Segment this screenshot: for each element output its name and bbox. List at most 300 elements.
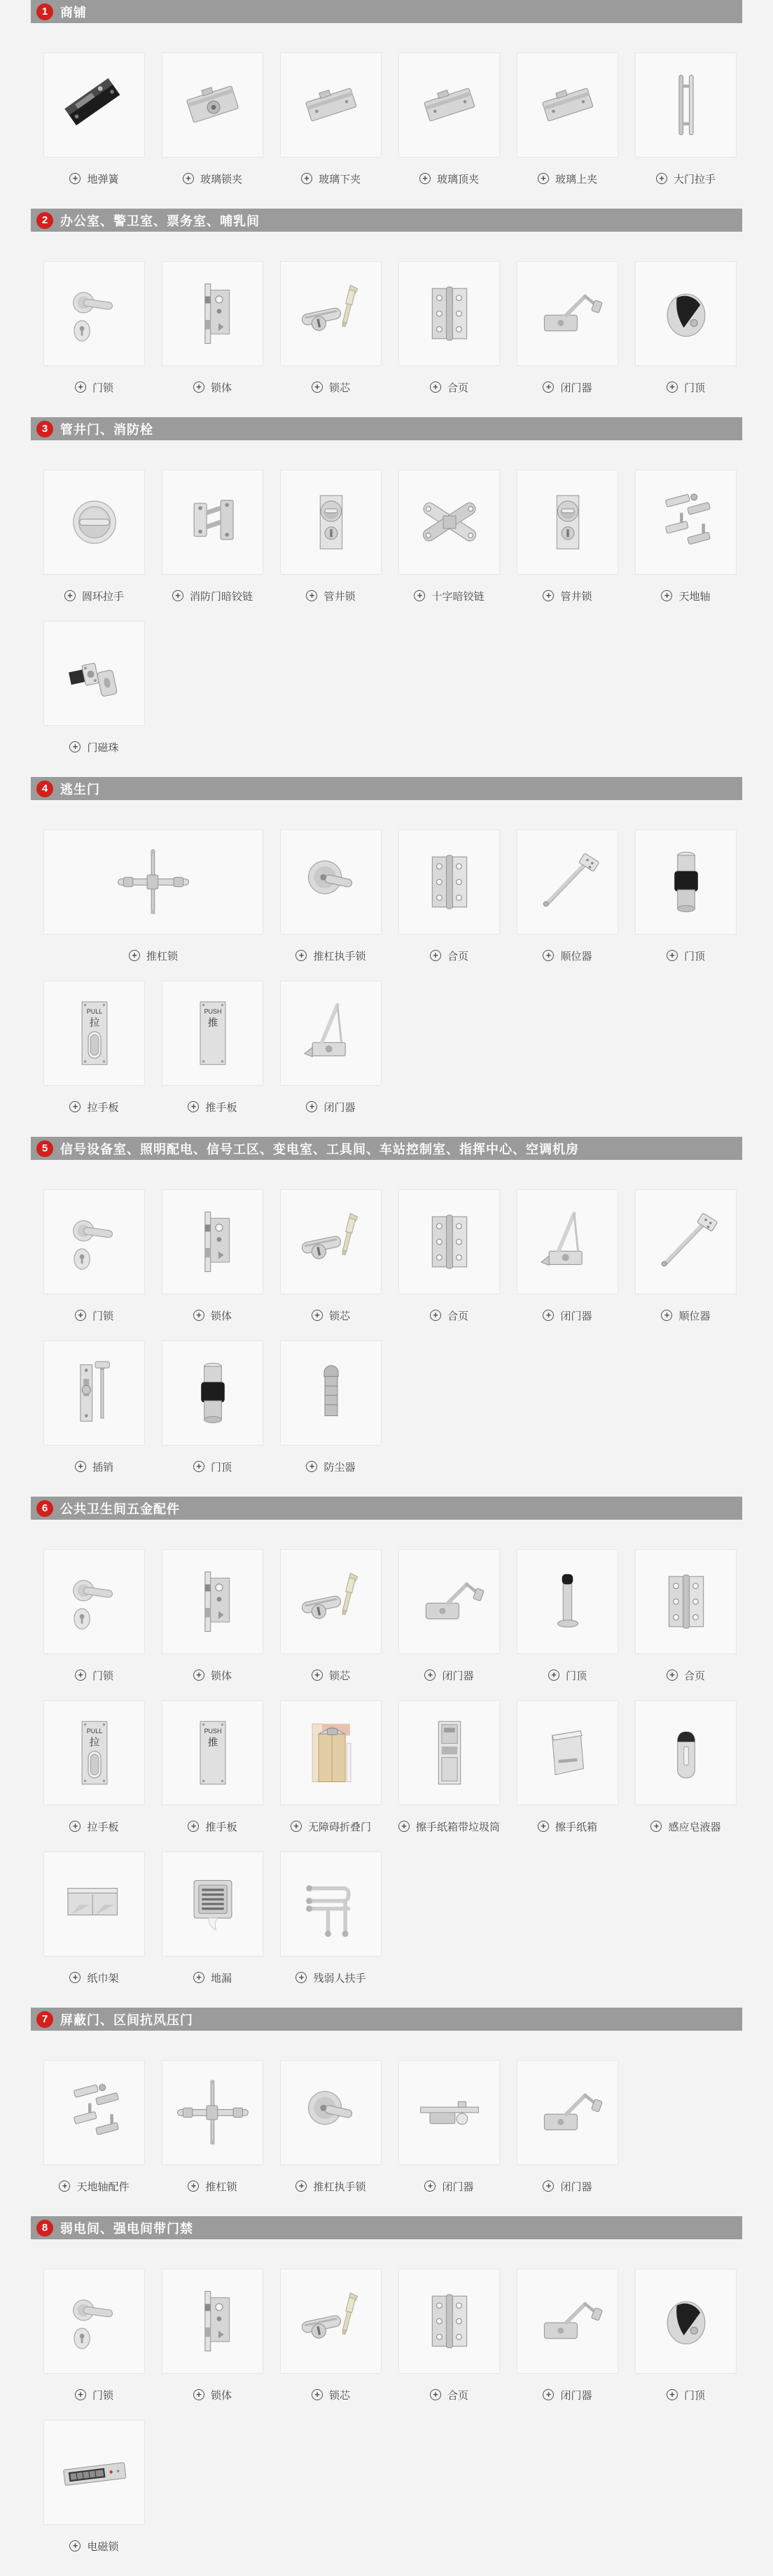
product-card[interactable] — [43, 470, 145, 575]
section-title: 逃生门 — [60, 782, 100, 797]
product-cell — [280, 470, 382, 603]
product-image — [292, 1354, 370, 1432]
product-card[interactable] — [398, 52, 500, 158]
cylinder-stop-icon — [647, 843, 725, 921]
product-label[interactable] — [43, 589, 145, 603]
product-image — [174, 2282, 252, 2360]
product-card[interactable] — [162, 1189, 263, 1294]
product-label[interactable] — [517, 2388, 618, 2402]
product-card[interactable] — [517, 52, 618, 158]
product-card[interactable] — [280, 1549, 382, 1654]
product-label[interactable] — [280, 172, 382, 186]
glass-clamp-icon — [529, 66, 607, 144]
product-label-text: 闭门器 — [560, 1310, 592, 1322]
product-card[interactable] — [162, 1851, 263, 1956]
product-label-text: 合页 — [447, 2389, 468, 2402]
ball-catch-icon — [55, 634, 134, 713]
product-label[interactable] — [398, 948, 500, 962]
product-row — [43, 1189, 773, 1322]
product-cell — [162, 52, 263, 186]
plus-icon: + — [188, 1101, 199, 1112]
product-label-text: 门顶 — [683, 950, 705, 962]
product-label[interactable] — [162, 1308, 263, 1322]
product-label[interactable] — [162, 1100, 263, 1114]
product-cell — [162, 1549, 263, 1682]
product-cell — [280, 2060, 382, 2193]
product-card[interactable] — [398, 2269, 500, 2374]
product-cell — [162, 981, 263, 1114]
product-label-text: 合页 — [447, 382, 468, 394]
product-image — [55, 483, 134, 561]
product-card[interactable] — [635, 1189, 737, 1294]
product-cell — [517, 52, 618, 186]
product-label[interactable] — [280, 380, 382, 394]
paper-holder-icon — [55, 1865, 134, 1943]
product-label[interactable] — [280, 1100, 382, 1114]
product-card[interactable] — [280, 1851, 382, 1956]
product-cell — [635, 1189, 737, 1322]
product-label-text: 闭门器 — [560, 2389, 592, 2402]
product-card[interactable] — [162, 1700, 263, 1805]
product-card[interactable] — [43, 1700, 145, 1805]
product-card[interactable] — [43, 1549, 145, 1654]
product-label-text: 门锁 — [92, 1670, 113, 1682]
plus-icon: + — [430, 1310, 441, 1321]
glass-clamp-lock-icon — [174, 66, 252, 144]
product-image — [174, 1562, 252, 1641]
plus-icon: + — [656, 173, 667, 184]
product-cell — [398, 2060, 500, 2193]
product-image — [292, 2282, 370, 2360]
product-cell — [43, 2420, 145, 2553]
product-card[interactable] — [280, 981, 382, 1086]
product-card[interactable] — [517, 1700, 618, 1805]
product-label[interactable] — [280, 589, 382, 603]
product-image — [410, 274, 489, 353]
product-row — [43, 1851, 773, 1984]
product-label[interactable] — [162, 1460, 263, 1474]
product-cell — [43, 1700, 145, 1833]
product-card[interactable] — [398, 830, 500, 934]
product-cell — [280, 261, 382, 394]
product-card[interactable] — [162, 1549, 263, 1654]
product-label-text: 圆环拉手 — [81, 590, 124, 603]
dome-stop-icon — [647, 2282, 725, 2360]
lever-handle-icon — [55, 274, 134, 353]
section-body — [0, 261, 773, 394]
product-card[interactable] — [43, 1851, 145, 1956]
section-6 — [0, 1497, 773, 1984]
lock-body-icon — [174, 1562, 252, 1641]
product-label[interactable] — [280, 948, 382, 962]
product-card[interactable] — [517, 470, 618, 575]
product-label[interactable] — [280, 1970, 382, 1984]
product-card[interactable] — [398, 1549, 500, 1654]
product-label[interactable] — [43, 2179, 145, 2193]
product-card[interactable] — [635, 261, 737, 366]
svg-text:推: 推 — [207, 1737, 218, 1749]
product-image — [55, 2073, 134, 2152]
product-label[interactable] — [398, 1819, 500, 1833]
pull-plate-icon — [55, 994, 134, 1072]
soap-dispenser-icon — [647, 1714, 725, 1792]
product-card[interactable] — [43, 621, 145, 726]
product-card[interactable] — [43, 261, 145, 366]
product-card[interactable] — [43, 2420, 145, 2525]
product-cell — [162, 1340, 263, 1474]
product-card[interactable] — [43, 981, 145, 1086]
product-label[interactable] — [162, 380, 263, 394]
product-cell — [43, 261, 145, 394]
product-label[interactable] — [517, 172, 618, 186]
product-row — [43, 1340, 773, 1474]
product-label[interactable] — [398, 172, 500, 186]
plus-icon: + — [306, 590, 317, 601]
product-label[interactable] — [162, 2179, 263, 2193]
product-label-text: 闭门器 — [442, 2180, 474, 2193]
product-card[interactable] — [162, 981, 263, 1086]
product-card[interactable] — [162, 2060, 263, 2165]
product-label-text: 防尘器 — [323, 1461, 356, 1474]
product-label[interactable] — [398, 380, 500, 394]
product-card[interactable] — [43, 1189, 145, 1294]
product-label[interactable] — [398, 589, 500, 603]
product-card[interactable] — [517, 1189, 618, 1294]
product-card[interactable] — [280, 52, 382, 158]
product-label-text: 大门拉手 — [673, 173, 716, 186]
product-label[interactable] — [162, 1819, 263, 1833]
product-image — [410, 66, 489, 144]
product-label-text: 感应皂液器 — [668, 1821, 721, 1833]
product-card[interactable] — [43, 2060, 145, 2165]
plus-icon: + — [75, 1310, 86, 1321]
product-label-text: 天地轴 — [678, 590, 711, 603]
product-label-text: 锁芯 — [328, 382, 350, 394]
section-header — [31, 777, 742, 800]
product-cell — [517, 2060, 618, 2193]
plus-icon: + — [312, 382, 323, 393]
push-plate-icon — [174, 1714, 252, 1792]
product-label[interactable] — [280, 2388, 382, 2402]
section-header — [31, 417, 742, 440]
cross-hinge-icon — [410, 483, 489, 561]
product-label[interactable] — [635, 1819, 737, 1833]
plus-icon: + — [75, 382, 86, 393]
product-label-text: 门锁 — [92, 1310, 113, 1322]
hinge-icon — [410, 1203, 489, 1281]
product-label-text: 闭门器 — [442, 1670, 474, 1682]
product-card[interactable] — [280, 830, 382, 934]
hinge-icon — [410, 274, 489, 353]
product-card[interactable] — [635, 470, 737, 575]
product-label[interactable] — [43, 1308, 145, 1322]
product-row — [43, 1700, 773, 1833]
product-label-text: 推杠执手锁 — [313, 2180, 366, 2193]
product-card[interactable] — [162, 1340, 263, 1446]
product-label[interactable] — [280, 1308, 382, 1322]
product-card[interactable] — [398, 2060, 500, 2165]
product-label[interactable] — [280, 2179, 382, 2193]
product-cell — [635, 1549, 737, 1682]
product-image — [410, 843, 489, 921]
product-card[interactable] — [162, 52, 263, 158]
plus-icon: + — [667, 382, 678, 393]
product-row — [43, 261, 773, 394]
product-label-text: 推杠执手锁 — [313, 950, 366, 962]
plus-icon: + — [667, 2389, 678, 2400]
plus-icon: + — [193, 1972, 204, 1983]
product-image — [292, 994, 370, 1072]
product-label-text: 拉手板 — [87, 1101, 119, 1114]
product-label-text: 管井锁 — [323, 590, 356, 603]
product-card[interactable] — [635, 2269, 737, 2374]
plus-icon: + — [291, 1821, 302, 1832]
svg-text:PUSH: PUSH — [204, 1728, 221, 1735]
product-card[interactable] — [517, 1549, 618, 1654]
product-cell — [162, 2269, 263, 2402]
product-card[interactable] — [280, 2060, 382, 2165]
product-cell — [162, 1700, 263, 1833]
product-image — [410, 2282, 489, 2360]
product-label-text: 无障碍折叠门 — [307, 1821, 371, 1833]
product-row — [43, 1549, 773, 1682]
section-number-badge: 8 — [36, 2220, 53, 2236]
product-label[interactable] — [43, 1970, 145, 1984]
section-title: 屏蔽门、区间抗风压门 — [60, 2012, 193, 2027]
lock-cylinder-icon — [292, 1203, 370, 1281]
plus-icon: + — [193, 1670, 204, 1681]
flush-bolt-icon — [55, 1354, 134, 1432]
product-label-text: 闭门器 — [560, 382, 592, 394]
lock-body-icon — [174, 274, 252, 353]
product-label[interactable] — [398, 2388, 500, 2402]
product-card[interactable] — [280, 1189, 382, 1294]
product-image — [55, 1562, 134, 1641]
hinge-icon — [410, 843, 489, 921]
pole-stop-icon — [529, 1562, 607, 1641]
section-7 — [0, 2008, 773, 2193]
grab-bar-icon — [292, 1865, 370, 1943]
product-label[interactable] — [635, 2388, 737, 2402]
hinge-icon — [410, 2282, 489, 2360]
product-label-text: 锁体 — [210, 382, 232, 394]
product-label[interactable] — [635, 1668, 737, 1682]
product-cell — [43, 1549, 145, 1682]
paper-box-icon — [529, 1714, 607, 1792]
product-label[interactable] — [635, 172, 737, 186]
product-card[interactable] — [398, 1189, 500, 1294]
product-card[interactable] — [280, 1340, 382, 1446]
plus-icon: + — [538, 1821, 549, 1832]
product-image — [174, 1203, 252, 1281]
product-label-text: 锁体 — [210, 1670, 232, 1682]
product-card[interactable] — [280, 261, 382, 366]
product-label[interactable] — [43, 2388, 145, 2402]
recessed-dispenser-icon — [410, 1714, 489, 1792]
plus-icon: + — [188, 2180, 199, 2192]
plus-icon: + — [129, 950, 140, 961]
svg-text:PULL: PULL — [86, 1728, 102, 1735]
section-header — [31, 209, 742, 232]
product-label[interactable] — [162, 589, 263, 603]
plus-icon: + — [188, 1821, 199, 1832]
product-card[interactable] — [398, 261, 500, 366]
product-card[interactable] — [280, 2269, 382, 2374]
plus-icon: + — [64, 590, 76, 601]
plus-icon: + — [548, 1670, 559, 1681]
product-card[interactable] — [517, 261, 618, 366]
product-label-text: 门锁 — [92, 382, 113, 394]
product-label-text: 顺位器 — [678, 1310, 711, 1322]
product-label[interactable] — [398, 1308, 500, 1322]
product-label[interactable] — [43, 2539, 145, 2553]
product-card[interactable] — [635, 52, 737, 158]
product-image — [647, 2282, 725, 2360]
product-label[interactable] — [162, 2388, 263, 2402]
product-label[interactable] — [517, 1308, 618, 1322]
product-label[interactable] — [43, 1819, 145, 1833]
slide-closer-icon — [410, 2073, 489, 2152]
svg-text:PULL: PULL — [86, 1008, 102, 1015]
product-card[interactable] — [43, 2269, 145, 2374]
product-card[interactable] — [635, 830, 737, 934]
product-label[interactable] — [517, 2179, 618, 2193]
section-title: 管井门、消防栓 — [60, 422, 153, 437]
product-image — [410, 483, 489, 561]
product-label-text: 闭门器 — [560, 2180, 592, 2193]
product-cell — [280, 1700, 382, 1833]
product-label[interactable] — [517, 380, 618, 394]
product-image — [292, 483, 370, 561]
product-label-text: 地漏 — [210, 1972, 232, 1984]
product-label[interactable] — [162, 172, 263, 186]
product-cell — [517, 1549, 618, 1682]
product-label[interactable] — [43, 1668, 145, 1682]
plus-icon: + — [543, 382, 554, 393]
section-number-badge: 6 — [36, 1500, 53, 1517]
hinge-icon — [647, 1562, 725, 1641]
product-card[interactable] — [398, 1700, 500, 1805]
product-label-text: 锁芯 — [328, 1670, 350, 1682]
product-label[interactable] — [398, 1668, 500, 1682]
product-label[interactable] — [43, 1100, 145, 1114]
product-label-text: 合页 — [683, 1670, 705, 1682]
product-label[interactable] — [635, 948, 737, 962]
ring-pull-icon — [55, 483, 134, 561]
plus-icon: + — [75, 1670, 86, 1681]
product-card[interactable] — [517, 2060, 618, 2165]
product-label[interactable] — [280, 1668, 382, 1682]
section-number-badge: 2 — [36, 212, 53, 229]
plus-icon: + — [312, 2389, 323, 2400]
product-label[interactable] — [43, 1460, 145, 1474]
product-label[interactable] — [635, 1308, 737, 1322]
product-cell — [43, 470, 145, 603]
product-card[interactable] — [162, 261, 263, 366]
product-image — [292, 843, 370, 921]
product-label-text: 锁芯 — [328, 1310, 350, 1322]
product-label[interactable] — [635, 380, 737, 394]
product-label[interactable] — [280, 1460, 382, 1474]
product-image — [292, 1714, 370, 1792]
product-cell — [635, 470, 737, 603]
product-label[interactable] — [43, 948, 263, 962]
glass-clamp-icon — [292, 66, 370, 144]
product-card[interactable] — [162, 470, 263, 575]
product-card[interactable] — [517, 830, 618, 934]
product-cell — [43, 621, 145, 754]
product-cell — [43, 981, 145, 1114]
dome-stop-icon — [647, 274, 725, 353]
product-label[interactable] — [635, 589, 737, 603]
plus-icon: + — [419, 173, 431, 184]
product-image — [647, 1203, 725, 1281]
section-number-badge: 5 — [36, 1140, 53, 1157]
product-card[interactable] — [635, 1700, 737, 1805]
plus-icon: + — [543, 590, 554, 601]
product-card[interactable] — [43, 830, 263, 934]
product-card[interactable] — [162, 2269, 263, 2374]
product-cell — [162, 261, 263, 394]
product-card[interactable] — [43, 52, 145, 158]
product-label[interactable] — [162, 1970, 263, 1984]
product-card[interactable] — [43, 1340, 145, 1446]
product-card[interactable] — [517, 2269, 618, 2374]
product-card[interactable] — [280, 1700, 382, 1805]
product-label[interactable] — [517, 948, 618, 962]
product-image — [647, 274, 725, 353]
product-label[interactable] — [43, 172, 145, 186]
section-body — [0, 2060, 773, 2193]
product-label[interactable] — [517, 589, 618, 603]
product-label[interactable] — [398, 2179, 500, 2193]
product-label-text: 门顶 — [565, 1670, 587, 1682]
overhead-closer-icon — [529, 1203, 607, 1281]
product-image — [292, 66, 370, 144]
product-cell — [635, 261, 737, 394]
product-cell — [517, 261, 618, 394]
section-header — [31, 1497, 742, 1520]
product-image — [529, 1562, 607, 1641]
plus-icon: + — [306, 1461, 317, 1472]
section-body — [0, 1189, 773, 1474]
plus-icon: + — [538, 173, 549, 184]
product-label[interactable] — [162, 1668, 263, 1682]
section-header — [31, 2216, 742, 2239]
product-cell — [398, 261, 500, 394]
product-label[interactable] — [43, 740, 145, 754]
product-card[interactable] — [398, 470, 500, 575]
product-image — [174, 1865, 252, 1943]
product-card[interactable] — [280, 470, 382, 575]
folding-door-icon — [292, 1714, 370, 1792]
product-image — [292, 1562, 370, 1641]
lock-body-icon — [174, 1203, 252, 1281]
maglock-icon — [55, 2433, 134, 2512]
product-label-text: 玻璃下夹 — [318, 173, 361, 186]
product-cell — [43, 1851, 145, 1984]
section-4 — [0, 777, 773, 1114]
product-image — [529, 274, 607, 353]
product-image — [292, 1203, 370, 1281]
product-label[interactable] — [517, 1668, 618, 1682]
product-card[interactable] — [635, 1549, 737, 1654]
product-label[interactable] — [517, 1819, 618, 1833]
product-row — [43, 2060, 773, 2193]
product-label[interactable] — [280, 1819, 382, 1833]
product-label-text: 擦手纸箱 — [555, 1821, 597, 1833]
product-label[interactable] — [43, 380, 145, 394]
